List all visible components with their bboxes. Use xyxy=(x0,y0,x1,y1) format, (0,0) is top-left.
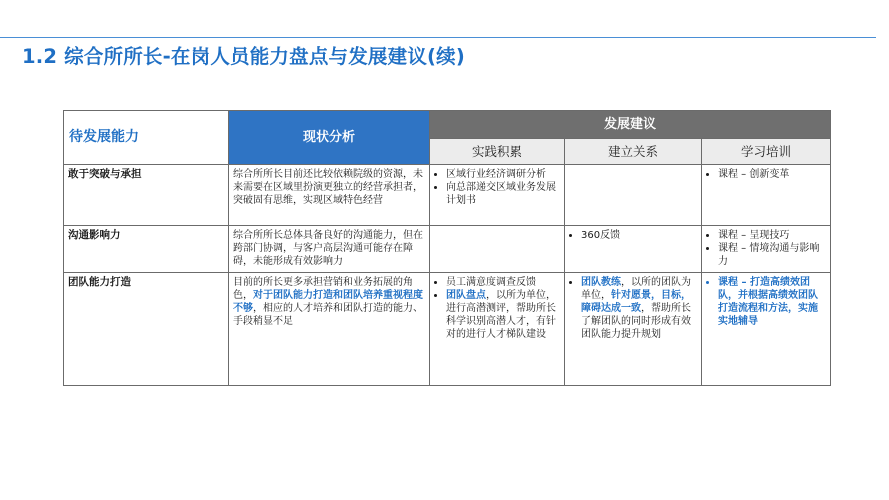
row-relation xyxy=(565,226,702,273)
page-title: 1.2 综合所所长-在岗人员能力盘点与发展建议(续) xyxy=(22,45,465,68)
row-practice xyxy=(430,272,565,385)
row-relation xyxy=(565,272,702,385)
row-status: 综合所所长目前还比较依赖院级的资源，未来需要在区域里扮演更独立的经营承担者，突破固有思维，实现区域特色经营 xyxy=(229,165,430,226)
header-practice: 实践积累 xyxy=(430,139,565,165)
row-status: 综合所所长总体具备良好的沟通能力，但在跨部门协调，与客户高层沟通可能存在障碍，未能形成有效影响力 xyxy=(229,226,430,273)
list-item: • 课程 – 呈现技巧 xyxy=(718,229,827,242)
list-item: • 区域行业经济调研分析 xyxy=(446,168,561,181)
row-status xyxy=(229,272,430,385)
row-capability: 团队能力打造 xyxy=(64,272,229,385)
table-row xyxy=(64,272,831,385)
header-capability: 待发展能力 xyxy=(64,111,229,165)
list-item: • 360反馈 xyxy=(581,229,698,242)
relation-text: ，帮助所长了解团队的同时形成有效团队能力提升规划 xyxy=(581,303,691,341)
status-highlight: 对于团队能力打造和团队培养重视程度不够 xyxy=(233,289,423,315)
table-row xyxy=(64,226,831,273)
table-row xyxy=(64,165,831,226)
relation-highlight: 团队教练 xyxy=(581,276,621,288)
row-relation xyxy=(565,165,702,226)
list-item: • 课程 – 打造高绩效团队，并根据高绩效团队打造流程和方法，实施实地辅导 xyxy=(718,276,827,329)
list-item: • 课程 – 创新变革 xyxy=(718,168,827,181)
list-item xyxy=(581,276,698,342)
row-capability: 沟通影响力 xyxy=(64,226,229,273)
row-training xyxy=(702,272,831,385)
header-relation: 建立关系 xyxy=(565,139,702,165)
row-training xyxy=(702,226,831,273)
list-item: • 向总部递交区域业务发展计划书 xyxy=(446,181,561,207)
relation-text: ，以所的团队为单位， xyxy=(581,276,691,301)
row-training xyxy=(702,165,831,226)
header-training: 学习培训 xyxy=(702,139,831,165)
list-item xyxy=(446,289,561,342)
header-development: 发展建议 xyxy=(430,111,831,139)
status-text: 目前的所长更多承担营销和业务拓展的角色， xyxy=(233,276,413,301)
header-status: 现状分析 xyxy=(229,111,430,165)
practice-highlight: 团队盘点 xyxy=(446,289,486,301)
list-item: • 员工满意度调查反馈 xyxy=(446,276,561,289)
capability-table xyxy=(63,110,831,386)
row-practice xyxy=(430,165,565,226)
list-item: • 课程 – 情境沟通与影响力 xyxy=(718,242,827,268)
header-rule xyxy=(0,37,876,38)
status-text: ，相应的人才培养和团队打造的能力、手段稍显不足 xyxy=(233,303,423,328)
practice-text: ，以所为单位，进行高潜测评，帮助所长科学识别高潜人才，有针对的进行人才梯队建设 xyxy=(446,289,556,341)
row-practice xyxy=(430,226,565,273)
row-capability: 敢于突破与承担 xyxy=(64,165,229,226)
relation-highlight: 针对愿景，目标，障碍达成一致 xyxy=(581,289,691,315)
